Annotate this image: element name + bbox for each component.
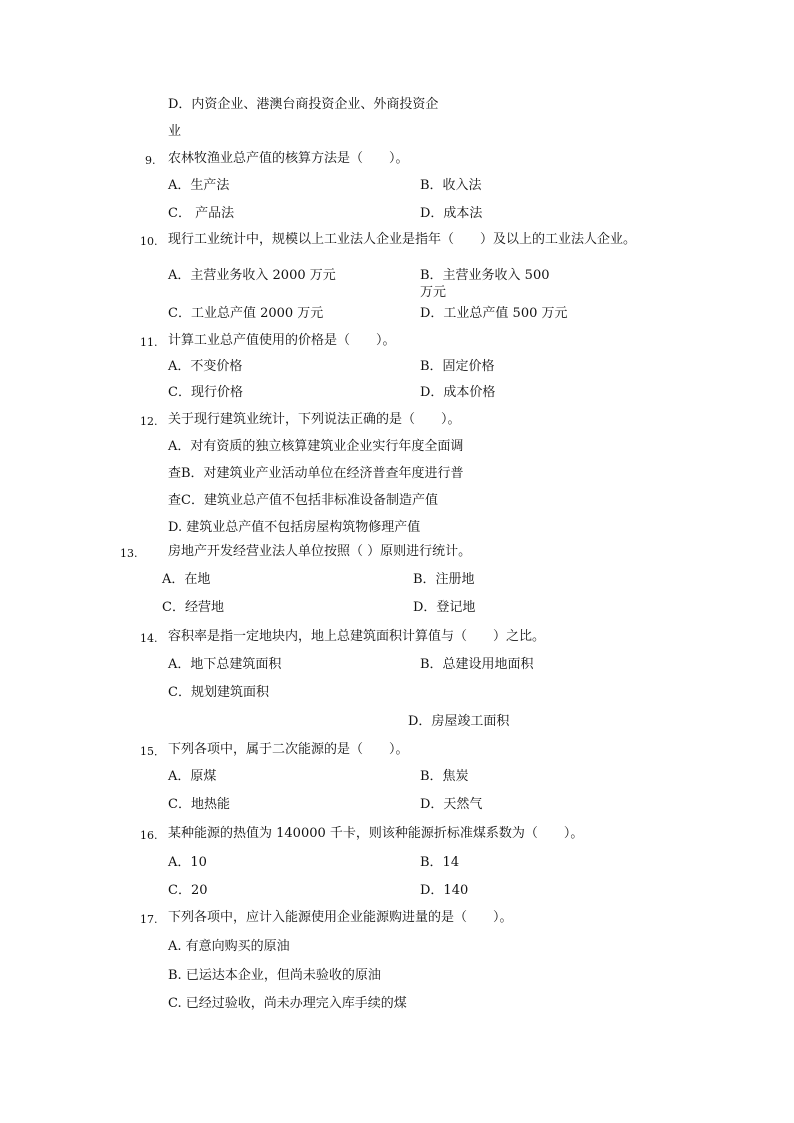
option-a: A．地下总建筑面积 — [168, 657, 282, 672]
option-c: C．20 — [168, 883, 208, 898]
question-stem: 关于现行建筑业统计，下列说法正确的是（ ）。 — [168, 412, 461, 427]
option-d-prev-wrap: 业 — [168, 124, 182, 139]
option-d: D．成本价格 — [420, 385, 496, 400]
option-c: C．工业总产值 2000 万元 — [168, 306, 324, 321]
option-c: C. 已经过验收，尚未办理完入库手续的煤 — [168, 996, 407, 1011]
option-d: D．天然气 — [420, 797, 483, 812]
question-number: 12. — [140, 415, 158, 428]
question-number: 10. — [140, 235, 158, 248]
option-c: 查C．建筑业总产值不包括非标准设备制造产值 — [168, 493, 438, 508]
option-c: C．地热能 — [168, 797, 230, 812]
question-stem: 容积率是指一定地块内，地上总建筑面积计算值与（ ）之比。 — [168, 629, 546, 644]
option-a: A．在地 — [162, 572, 211, 587]
question-number: 9. — [145, 154, 156, 167]
option-c: C．规划建筑面积 — [168, 685, 269, 700]
option-b-wrap: 万元 — [420, 285, 447, 300]
option-a: A．原煤 — [168, 769, 217, 784]
question-number: 13. — [120, 547, 138, 560]
option-a: A．主营业务收入 2000 万元 — [168, 268, 336, 283]
question-number: 15． — [140, 745, 165, 758]
question-number: 16. — [140, 829, 158, 842]
option-b: B．焦炭 — [420, 769, 469, 784]
question-stem: 房地产开发经营业法人单位按照（ ）原则进行统计。 — [168, 544, 472, 559]
option-c: C．经营地 — [162, 600, 224, 615]
option-a: A．生产法 — [168, 178, 230, 193]
question-stem: 现行工业统计中，规模以上工业法人企业是指年（ ）及以上的工业法人企业。 — [168, 232, 637, 247]
option-a: A．10 — [168, 855, 207, 870]
option-b: B. 已运达本企业，但尚未验收的原油 — [168, 968, 381, 983]
option-b: 查B．对建筑业产业活动单位在经济普查年度进行普 — [168, 466, 464, 481]
option-b: B．14 — [420, 855, 460, 870]
question-stem: 某种能源的热值为 140000 千卡，则该种能源折标准煤系数为（ ）。 — [168, 826, 584, 841]
option-c: C． 产品法 — [168, 206, 235, 221]
option-b: B．固定价格 — [420, 359, 495, 374]
question-number: 17. — [140, 913, 158, 926]
question-stem: 计算工业总产值使用的价格是（ ）。 — [168, 333, 396, 348]
option-a: A. 有意向购买的原油 — [168, 939, 290, 954]
option-d-prev: D．内资企业、港澳台商投资企业、外商投资企 — [168, 97, 439, 112]
question-number: 14. — [140, 632, 158, 645]
option-b: B．注册地 — [413, 572, 475, 587]
option-c: C．现行价格 — [168, 385, 243, 400]
option-b: B．总建设用地面积 — [420, 657, 534, 672]
question-stem: 下列各项中，属于二次能源的是（ ）。 — [168, 742, 409, 757]
option-d: D．成本法 — [420, 206, 483, 221]
option-b: B．主营业务收入 500 — [420, 268, 550, 283]
option-d: D．工业总产值 500 万元 — [420, 306, 568, 321]
option-d: D. 建筑业总产值不包括房屋构筑物修理产值 — [168, 520, 421, 535]
option-a: A．对有资质的独立核算建筑业企业实行年度全面调 — [168, 439, 464, 454]
question-number: 11. — [140, 336, 158, 349]
option-d: D．140 — [420, 883, 469, 898]
option-b: B．收入法 — [420, 178, 482, 193]
question-stem: 下列各项中，应计入能源使用企业能源购进量的是（ ）。 — [168, 910, 513, 925]
option-d: D．房屋竣工面积 — [408, 714, 510, 729]
option-d: D．登记地 — [413, 600, 476, 615]
option-a: A．不变价格 — [168, 359, 243, 374]
question-stem: 农林牧渔业总产值的核算方法是（ ）。 — [168, 151, 409, 166]
